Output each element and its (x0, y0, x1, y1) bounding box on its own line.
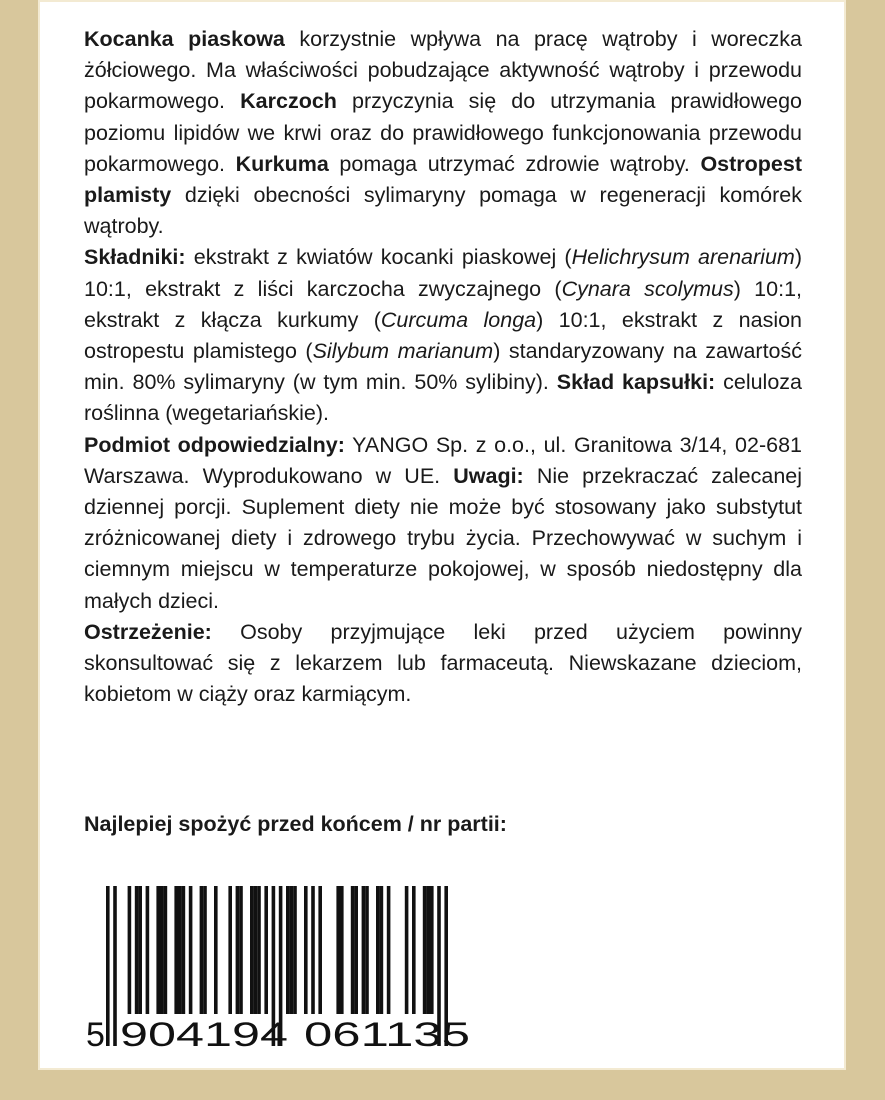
barcode-digits-left: 904194 (120, 1016, 288, 1052)
barcode-bar (286, 886, 290, 1014)
ingredients-text-1: ekstrakt z kwiatów kocanki piaskowej ( (185, 245, 572, 270)
barcode-bar (138, 886, 142, 1014)
warning-paragraph (84, 617, 802, 711)
barcode-bar (290, 886, 294, 1014)
barcode-bar (257, 886, 261, 1014)
barcode-bar (365, 886, 369, 1014)
barcode-bar (214, 886, 218, 1014)
kurkuma-text: pomaga utrzymać zdrowie wątroby. (328, 151, 690, 176)
barcode-bar (304, 886, 308, 1014)
notes-label: Uwagi: (440, 463, 524, 488)
barcode-bar (164, 886, 168, 1014)
barcode-bar (362, 886, 366, 1014)
ostropest-text: dzięki obecności sylimaryny pomaga w regeneracji komórek wątroby. (84, 183, 802, 239)
barcode-bar (318, 886, 322, 1014)
barcode-bar (236, 886, 240, 1014)
barcode-bar (351, 886, 355, 1014)
barcode (84, 886, 500, 1052)
responsible-label: Podmiot odpowiedzialny: (84, 432, 345, 457)
herb-name-kocanka: Kocanka piaskowa (84, 27, 285, 51)
ingredients-text-3: ) 10:1, ekstrakt z kłącza kurkumy ( (84, 276, 803, 332)
capsule-text: celuloza roślinna (wegetariańskie). (84, 370, 802, 426)
barcode-bar (336, 886, 340, 1014)
barcode-bar (189, 886, 193, 1014)
barcode-bar (160, 886, 164, 1014)
barcode-bar (135, 886, 139, 1014)
barcode-bar (423, 886, 427, 1014)
product-description (84, 24, 802, 710)
karczoch-text: przyczynia się do utrzymania prawidłowego poziomu lipidów we krwi oraz do prawidłowego funkcjonowania przewodu pokarmowego. (84, 89, 802, 176)
barcode-bar (412, 886, 416, 1014)
capsule-label: Skład kapsułki: (548, 370, 716, 395)
barcode-bar (264, 886, 268, 1014)
barcode-bar (106, 886, 110, 1046)
barcode-bar (146, 886, 150, 1014)
barcode-bar (254, 886, 258, 1014)
best-before-label: Najlepiej spożyć przed końcem / nr partii: (84, 812, 507, 836)
barcode-graphic (84, 886, 500, 1052)
barcode-bar (340, 886, 344, 1014)
barcode-bar (200, 886, 204, 1014)
responsible-text: YANGO Sp. z o.o., ul. Granitowa 3/14, 02-681 Warszawa. Wyprodukowano w UE. (84, 432, 802, 488)
barcode-bar (239, 886, 243, 1014)
barcode-bar (405, 886, 409, 1014)
barcode-bar (174, 886, 178, 1014)
barcode-bar (293, 886, 297, 1014)
barcode-bar (250, 886, 254, 1014)
latin-name-helichrysum: Helichrysum arenarium (571, 245, 795, 270)
herb-name-karczoch: Karczoch (225, 89, 337, 114)
ingredients-paragraph (84, 242, 802, 429)
barcode-bar (203, 886, 207, 1014)
barcode-bar (128, 886, 132, 1014)
latin-name-cynara: Cynara scolymus (561, 276, 734, 301)
responsible-paragraph (84, 430, 802, 617)
ingredients-text-2: ) 10:1, ekstrakt z liści karczocha zwyczajnego ( (84, 245, 802, 301)
barcode-digits-right: 061135 (304, 1016, 470, 1052)
barcode-bar (228, 886, 232, 1014)
ingredients-text-5: ) standaryzowany na zawartość min. 80% sylimaryny (w tym min. 50% sylibiny). (84, 339, 802, 395)
barcode-bar (430, 886, 434, 1014)
barcode-bar (113, 886, 117, 1046)
barcode-bar (178, 886, 182, 1014)
ingredients-text-4: ) 10:1, ekstrakt z nasion ostropestu plamistego ( (84, 307, 803, 364)
ingredients-label: Składniki: (84, 245, 186, 270)
kocanka-text: korzystnie wpływa na pracę wątroby i woreczka żółciowego. Ma właściwości pobudzające aktywność wątroby i przewodu pokarmowego. (84, 27, 803, 114)
barcode-bar (354, 886, 358, 1014)
herb-name-kurkuma: Kurkuma (225, 151, 329, 176)
barcode-digit-first: 5 (86, 1016, 105, 1052)
barcode-bar (376, 886, 380, 1014)
notes-text: Nie przekraczać zalecanej dziennej porcji. Suplement diety nie może być stosowany jako substytut zróżnicowanej diety i zdrowego trybu życia. Przechowywać w suchym i ciemnym miejscu w temperaturze pokojowej, w sposób niedostępny dla małych dzieci. (84, 463, 803, 613)
barcode-bar (156, 886, 160, 1014)
latin-name-curcuma: Curcuma longa (380, 307, 537, 332)
warning-label: Ostrzeżenie: (84, 619, 212, 644)
latin-name-silybum: Silybum marianum (312, 339, 494, 364)
barcode-bar (387, 886, 391, 1014)
benefits-paragraph (84, 24, 802, 242)
warning-text: Osoby przyjmujące leki przed użyciem powinny skonsultować się z lekarzem lub farmaceutą. Niewskazane dzieciom, kobietom w ciąży oraz karmiącym. (84, 619, 802, 707)
herb-name-ostropest: Ostropest plamisty (84, 151, 803, 208)
barcode-bar (380, 886, 384, 1014)
barcode-bar (311, 886, 315, 1014)
barcode-bar (182, 886, 186, 1014)
barcode-bar (426, 886, 430, 1014)
